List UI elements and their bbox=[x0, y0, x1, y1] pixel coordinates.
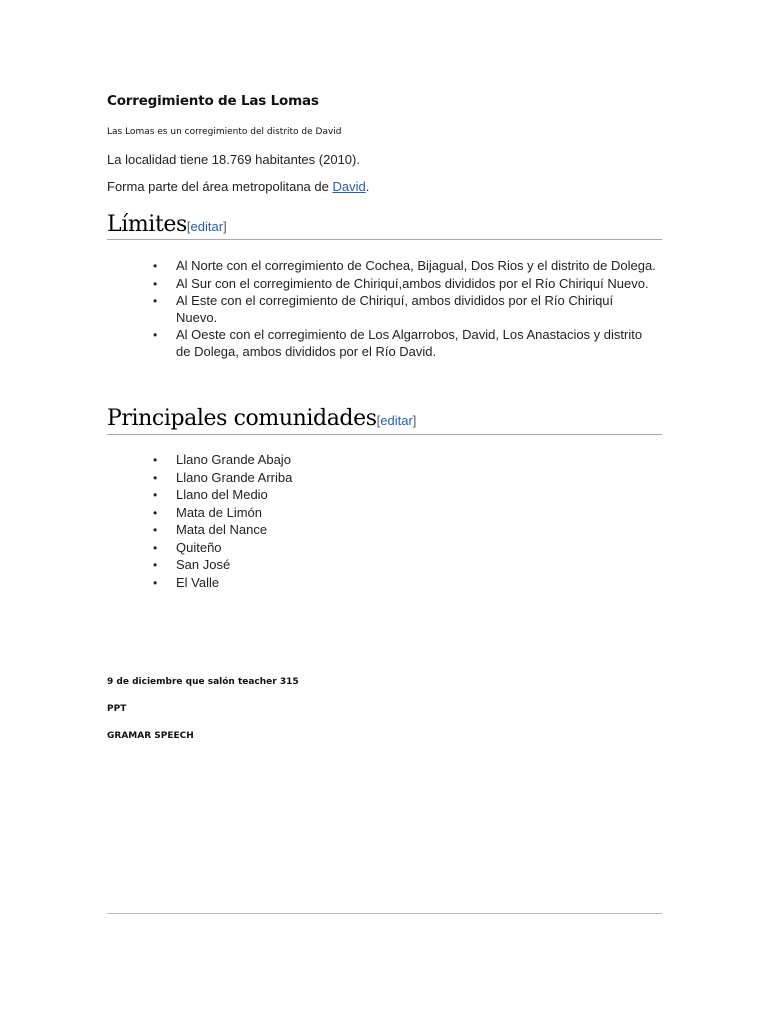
document-title: Corregimiento de Las Lomas bbox=[107, 93, 319, 109]
limites-list bbox=[176, 258, 656, 361]
list-item: • Al Sur con el corregimiento de Chiriquí,ambos divididos por el Río Chiriquí Nuevo. bbox=[176, 276, 656, 293]
list-item: • Llano Grande Arriba bbox=[176, 470, 656, 487]
section-heading-limites bbox=[107, 214, 662, 240]
list-item: • Al Norte con el corregimiento de Cochea, Bijagual, Dos Rios y el distrito de Dolega. bbox=[176, 258, 656, 275]
metro-area-paragraph bbox=[107, 179, 369, 194]
list-item: • El Valle bbox=[176, 575, 656, 592]
david-link[interactable]: David bbox=[332, 179, 366, 194]
footer-divider bbox=[107, 913, 662, 914]
list-item: • Llano Grande Abajo bbox=[176, 452, 656, 469]
edit-link-limites[interactable]: editar bbox=[190, 219, 224, 234]
list-item: • Quiteño bbox=[176, 540, 656, 557]
note-line: PPT bbox=[107, 704, 127, 714]
population-paragraph: La localidad tiene 18.769 habitantes (2010). bbox=[107, 152, 360, 167]
document-page bbox=[107, 0, 662, 1024]
edit-section-comunidades bbox=[377, 413, 417, 428]
list-item: • Al Oeste con el corregimiento de Los Algarrobos, David, Los Anastacios y distrito de Dolega, ambos divididos por el Río David. bbox=[176, 327, 656, 360]
edit-bracket-close: ] bbox=[412, 413, 417, 428]
list-item: • Mata del Nance bbox=[176, 522, 656, 539]
metro-area-suffix: . bbox=[365, 179, 370, 194]
section-title-comunidades: Principales comunidades bbox=[107, 406, 377, 431]
note-line: 9 de diciembre que salón teacher 315 bbox=[107, 677, 299, 687]
note-line: GRAMAR SPEECH bbox=[107, 731, 194, 741]
list-item: • Mata de Limón bbox=[176, 505, 656, 522]
section-heading-comunidades bbox=[107, 408, 662, 435]
list-item: • San José bbox=[176, 557, 656, 574]
list-item: • Al Este con el corregimiento de Chiriquí, ambos divididos por el Río Chiriquí Nuevo. bbox=[176, 293, 656, 326]
edit-bracket-open: [ bbox=[376, 413, 381, 428]
edit-bracket-open: [ bbox=[186, 219, 191, 234]
comunidades-list bbox=[176, 452, 656, 592]
edit-section-limites bbox=[187, 219, 227, 234]
section-title-limites: Límites bbox=[107, 212, 187, 237]
metro-area-prefix: Forma parte del área metropolitana de bbox=[107, 179, 333, 194]
list-item: • Llano del Medio bbox=[176, 487, 656, 504]
document-subtitle: Las Lomas es un corregimiento del distrito de David bbox=[107, 127, 342, 137]
edit-link-comunidades[interactable]: editar bbox=[380, 413, 413, 428]
edit-bracket-close: ] bbox=[223, 219, 227, 234]
